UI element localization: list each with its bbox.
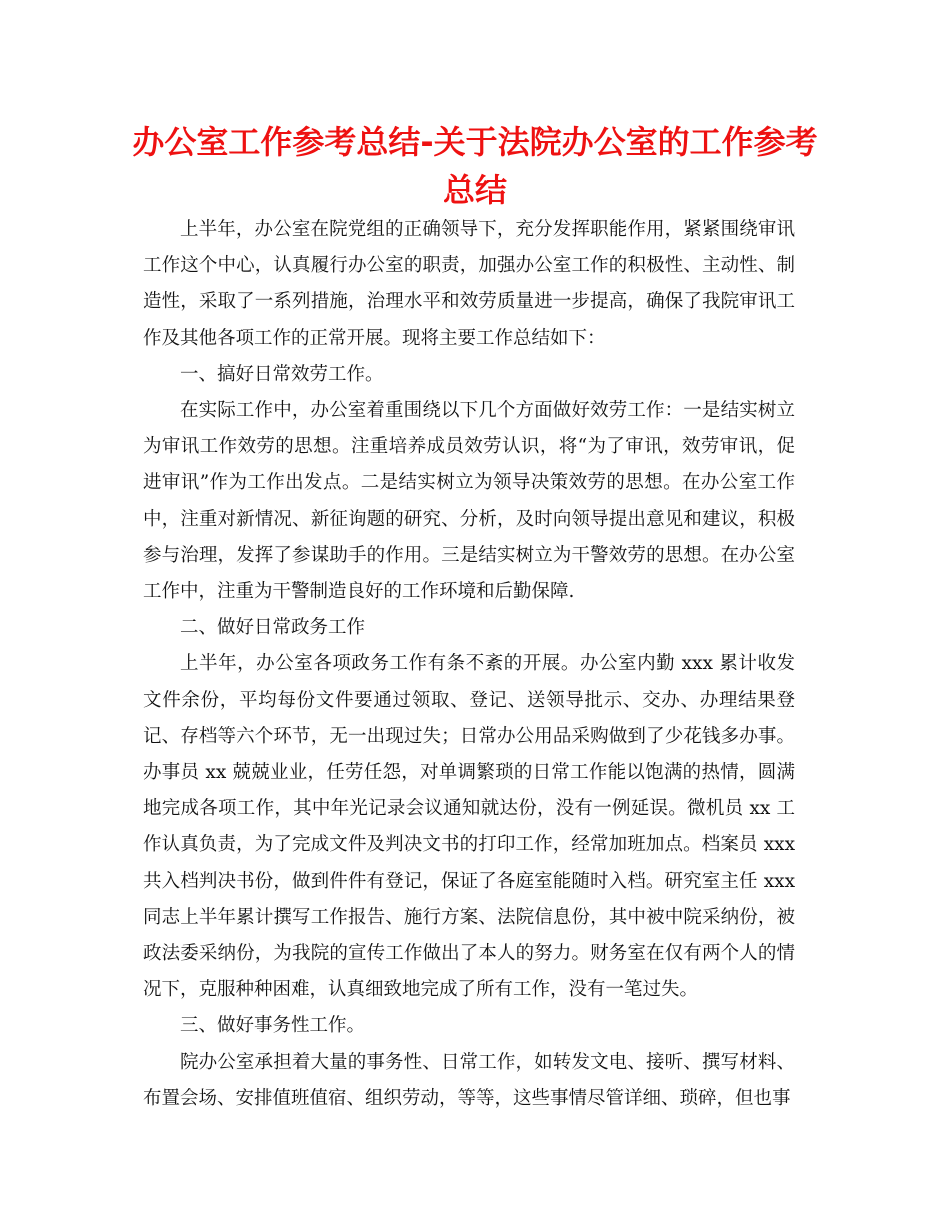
paragraph-service-work: 在实际工作中，办公室着重围绕以下几个方面做好效劳工作：一是结实树立为审讯工作效劳的思想。注重培养成员效劳认识，将“为了审讯，效劳审讯，促进审讯”作为工作出发点。二是结实树立为领导决策效劳的思想。在办公室工作中，注重对新情况、新征询题的研究、分析，及时向领导提出意见和建议，积极参与治理，发挥了参谋助手的作用。三是结实树立为干警效劳的思想。在办公室工作中，注重为干警制造良好的工作环境和后勤保障. bbox=[143, 400, 795, 603]
section-heading-1: 一、搞好日常效劳工作。 bbox=[180, 363, 384, 385]
section-heading-2: 二、做好日常政务工作 bbox=[180, 617, 366, 639]
paragraph-routine-tasks: 院办公室承担着大量的事务性、日常工作，如转发文电、接听、撰写材料、布置会场、安排值班值宿、组织劳动，等等，这些事情尽管详细、琐碎，但也事 bbox=[143, 1051, 795, 1109]
document-body bbox=[143, 212, 795, 1117]
section-heading-3: 三、做好事务性工作。 bbox=[180, 1015, 366, 1037]
paragraph-government-affairs: 上半年，办公室各项政务工作有条不紊的开展。办公室内勤 xxx 累计收发文件余份，平均每份文件要通过领取、登记、送领导批示、交办、办理结果登记、存档等六个环节，无一出现过失；日常办公用品采购做到了少花钱多办事。办事员 xx 兢兢业业，任劳任怨，对单调繁琐的日常工作能以饱满的热情，圆满地完成各项工作，其中年光记录会议通知就达份，没有一例延误。微机员 xx 工作认真负责，为了完成文件及判决文书的打印工作，经常加班加点。档案员 xxx 共入档判决书份，做到件件有登记，保证了各庭室能随时入档。研究室主任 xxx 同志上半年累计撰写工作报告、施行方案、法院信息份，其中被中院采纳份，被政法委采纳份，为我院的宣传工作做出了本人的努力。财务室在仅有两个人的情况下，克服种种困难，认真细致地完成了所有工作，没有一笔过失。 bbox=[143, 653, 795, 1001]
document-title: 办公室工作参考总结-关于法院办公室的工作参考总结 bbox=[132, 123, 818, 209]
paragraph-intro: 上半年，办公室在院党组的正确领导下，充分发挥职能作用，紧紧围绕审讯工作这个中心，认真履行办公室的职责，加强办公室工作的积极性、主动性、制造性，采取了一系列措施，治理水平和效劳质量进一步提高，确保了我院审讯工作及其他各项工作的正常开展。现将主要工作总结如下： bbox=[143, 219, 795, 349]
